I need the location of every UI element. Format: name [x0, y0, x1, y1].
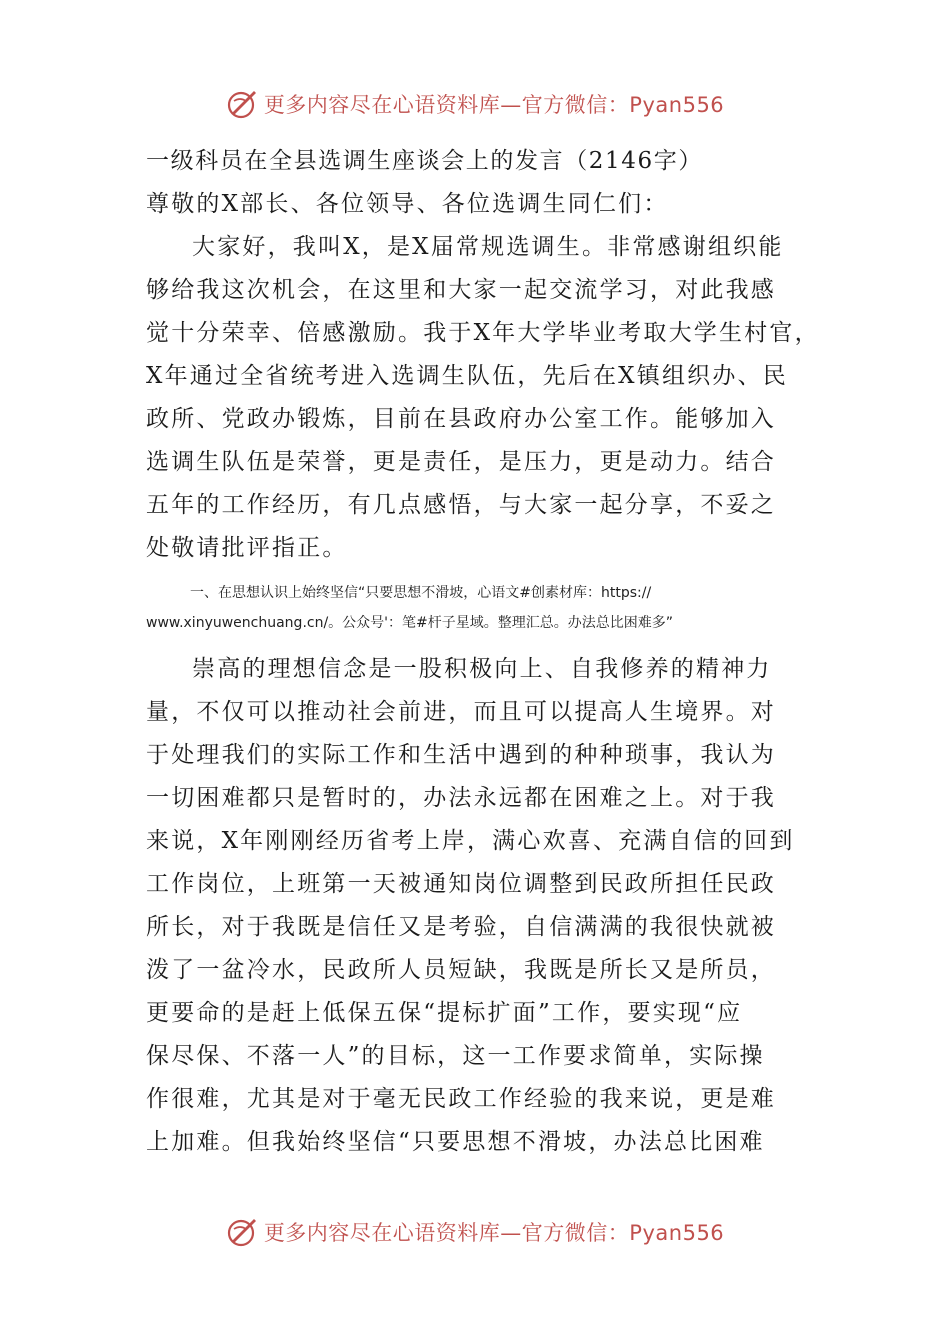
footer-banner-text: 更多内容尽在心语资料库—官方微信：Pyan556 [263, 1221, 725, 1245]
paragraph-line: 够给我这次机会，在这里和大家一起交流学习，对此我感 [146, 277, 776, 303]
paragraph-line: 处敬请批评指正。 [146, 535, 348, 561]
paragraph-line: 量，不仅可以推动社会前进，而且可以提高人生境界。对 [146, 699, 776, 725]
paragraph-line: 泼了一盆冷水，民政所人员短缺，我既是所长又是所员， [146, 957, 776, 983]
paragraph-line: 于处理我们的实际工作和生活中遇到的种种琐事，我认为 [146, 742, 776, 768]
paragraph-line: 保尽保、不落一人”的目标，这一工作要求简单，实际操 [146, 1043, 765, 1069]
paragraph-line: 政所、党政办锻炼，目前在县政府办公室工作。能够加入 [146, 406, 776, 432]
footer-banner [0, 1212, 950, 1252]
paragraph-line: 更要命的是赶上低保五保“提标扩面”工作，要实现“应 [146, 1000, 743, 1026]
pen-logo-icon [226, 87, 260, 121]
header-banner-text: 更多内容尽在心语资料库—官方微信：Pyan556 [263, 93, 725, 117]
paragraph-1 [146, 226, 820, 570]
section-heading-line: www.xinyuwenchuang.cn/。公众号'：笔#杆子星域。整理汇总。办法总比困难多” [146, 615, 674, 631]
paragraph-line: 一切困难都只是暂时的，办法永远都在困难之上。对于我 [146, 785, 776, 811]
paragraph-line: 崇高的理想信念是一股积极向上、自我修养的精神力 [192, 656, 772, 682]
paragraph-line: 五年的工作经历，有几点感悟，与大家一起分享，不妥之 [146, 492, 776, 518]
document-title: 一级科员在全县选调生座谈会上的发言（2146字） [146, 148, 703, 174]
paragraph-line: 上加难。但我始终坚信“只要思想不滑坡，办法总比困难 [146, 1129, 765, 1155]
paragraph-line: 大家好，我叫X，是X届常规选调生。非常感谢组织能 [192, 234, 784, 260]
paragraph-line: X年通过全省统考进入选调生队伍，先后在X镇组织办、民 [146, 363, 788, 389]
pen-logo-icon [226, 1215, 260, 1249]
paragraph-line: 觉十分荣幸、倍感激励。我于X年大学毕业考取大学生村官， [146, 320, 820, 346]
paragraph-line: 选调生队伍是荣誉，更是责任，是压力，更是动力。结合 [146, 449, 776, 475]
salutation: 尊敬的X部长、各位领导、各位选调生同仁们： [146, 191, 669, 217]
paragraph-line: 作很难，尤其是对于毫无民政工作经验的我来说，更是难 [146, 1086, 776, 1112]
document-body [146, 140, 820, 1164]
paragraph-2 [146, 648, 811, 1164]
paragraph-line: 来说，X年刚刚经历省考上岸，满心欢喜、充满自信的回到 [146, 828, 795, 854]
section-heading-1 [146, 578, 811, 638]
header-banner [0, 84, 950, 124]
section-heading-line: 一、在思想认识上始终坚信“只要思想不滑坡，心语文#创素材库：https:// [190, 585, 652, 601]
paragraph-line: 工作岗位，上班第一天被通知岗位调整到民政所担任民政 [146, 871, 776, 897]
paragraph-line: 所长，对于我既是信任又是考验，自信满满的我很快就被 [146, 914, 776, 940]
